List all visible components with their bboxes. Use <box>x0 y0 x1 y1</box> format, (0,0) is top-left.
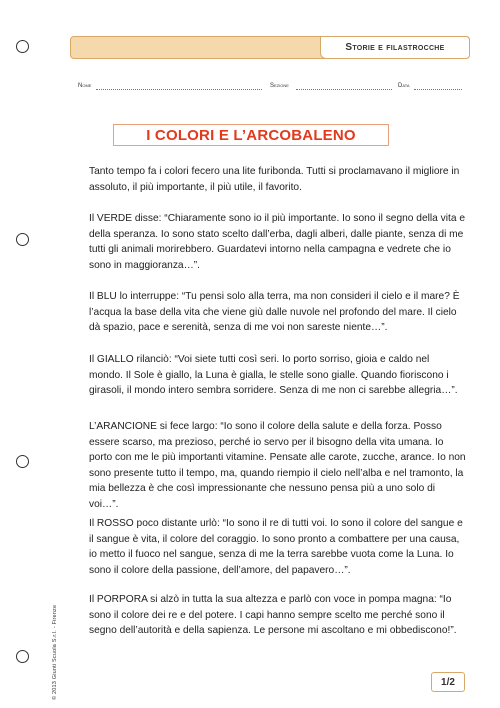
section-label: Storie e filastrocche <box>345 42 445 53</box>
paragraph-text: Il VERDE disse: “Chiaramente sono io il più importante. Io sono il segno della vita e della speranza. Io sono stato scelto dall’erba, dagli alberi, dalle piante, senza di me tutti gli animali morirebbero. Guardatevi intorno nella campagna e vedrete che io sono in maggioranza…”. <box>89 213 465 271</box>
paragraph-text: L’ARANCIONE si fece largo: “Io sono il colore della salute e della forza. Posso essere scarso, ma prezioso, perché io servo per il bisogno della vita umana. Io porto con me le più importanti vitamine. Pensate alle carote, zucche, arance. Io non sono presente tutto il tempo, ma, quando riempio il cielo nell’alba e nel tramonto, la mia bellezza è che così impressionante che nessuno pensa più a uno solo di voi…”. <box>89 421 466 510</box>
binder-hole <box>16 455 29 468</box>
binder-hole <box>16 650 29 663</box>
paragraph-text: Tanto tempo fa i colori fecero una lite furibonda. Tutti si proclamavano il migliore in assoluto, il più importante, il più utile, il favorito. <box>89 166 460 193</box>
story-paragraph <box>89 211 466 273</box>
paragraph-text: Il PORPORA si alzò in tutta la sua altezza e parlò con voce in pompa magna: “Io sono il colore dei re e del potere. I capi hanno sempre scelto me perché sono il segno dell’autorità e della sapienza. Le persone mi ascoltano e mi obbediscono!”. <box>89 594 457 637</box>
page-number: 1/2 <box>431 672 465 692</box>
section-tab <box>320 36 470 59</box>
student-info-fields <box>78 83 462 95</box>
date-label: Data <box>398 83 410 89</box>
story-paragraph <box>89 164 466 195</box>
paragraph-text: Il BLU lo interruppe: “Tu pensi solo alla terra, ma non consideri il cielo e il mare? È l’acqua la base della vita che viene giù dalle nuvole nel profondo del mare. Il cielo dà spazio, pace e serenità, senza di me voi non sareste niente…”. <box>89 291 460 334</box>
section-field-label: Sezione <box>270 83 289 89</box>
story-paragraph <box>89 516 466 578</box>
paragraph-text: Il GIALLO rilanciò: “Voi siete tutti così seri. Io porto sorriso, gioia e caldo nel mondo. Il Sole è giallo, la Luna è gialla, le stelle sono gialle. Quando fioriscono i girasoli, il mondo intero sembra sorridere. Senza di me non ci sarebbe allegria…”. <box>89 354 458 397</box>
story-paragraph <box>89 592 466 639</box>
header-band <box>70 36 470 59</box>
title-box <box>113 124 389 146</box>
paragraph-text: Il ROSSO poco distante urlò: “Io sono il re di tutti voi. Io sono il colore del sangue e il sangue è vita, il colore del coraggio. Io sono pronto a combattere per una causa, io metto il fuoco nel sangue, senza di me la terra sarebbe vuota come la Luna. Io sono il colore della passione, dell’amore, del papavero…”. <box>89 518 463 576</box>
date-field[interactable] <box>414 89 462 90</box>
binder-hole <box>16 40 29 53</box>
story-paragraph <box>89 352 466 399</box>
copyright-notice: © 2013 Giunti Scuola S.r.l. - Firenze <box>52 604 58 700</box>
section-field[interactable] <box>296 89 392 90</box>
name-label: Nome <box>78 83 92 89</box>
name-field[interactable] <box>96 89 262 90</box>
binder-hole <box>16 233 29 246</box>
story-paragraph <box>89 419 466 513</box>
story-paragraph <box>89 289 466 336</box>
page-title: I COLORI E L’ARCOBALENO <box>146 126 356 144</box>
